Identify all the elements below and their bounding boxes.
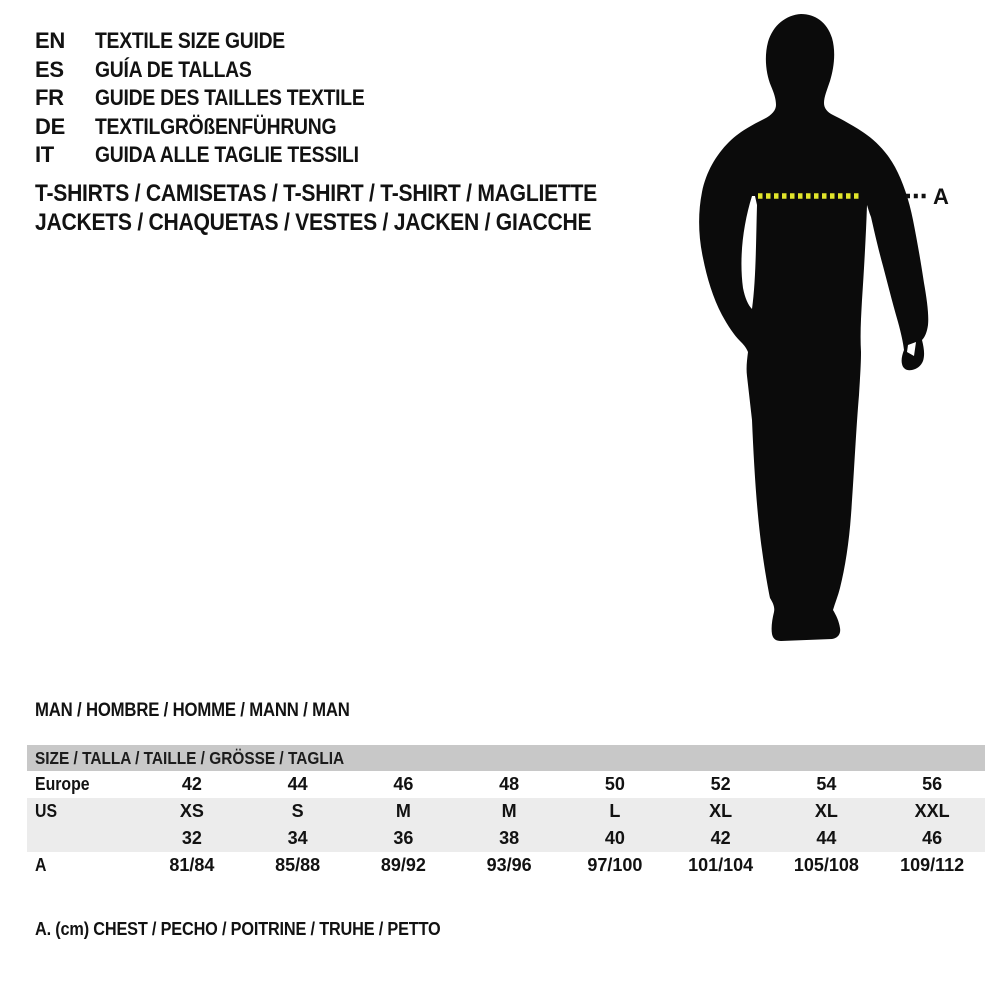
size-cell: 105/108 <box>793 855 859 875</box>
row-label: A <box>35 855 47 875</box>
language-title: GUIDA ALLE TAGLIE TESSILI <box>95 142 359 168</box>
size-cell: 89/92 <box>380 855 426 875</box>
language-title: TEXTILE SIZE GUIDE <box>95 28 285 54</box>
language-title: GUIDE DES TAILLES TEXTILE <box>95 85 365 111</box>
language-row <box>35 56 401 85</box>
category-heading <box>35 179 674 237</box>
chest-measure-label: A <box>933 184 949 209</box>
size-cell: 40 <box>604 828 625 848</box>
row-label: Europe <box>35 774 90 794</box>
size-cell: 32 <box>181 828 202 848</box>
size-cell: 44 <box>287 774 308 794</box>
gender-heading-text: MAN / HOMBRE / HOMME / MANN / MAN <box>35 700 350 721</box>
language-row <box>35 113 401 142</box>
size-cell: 34 <box>287 828 308 848</box>
man-silhouette-figure <box>670 0 1000 660</box>
size-cell: L <box>609 801 621 821</box>
size-cell: 101/104 <box>688 855 754 875</box>
language-code: EN <box>35 28 65 54</box>
size-cell: 46 <box>393 774 414 794</box>
measurement-footnote <box>35 918 496 940</box>
size-cell: 48 <box>499 774 520 794</box>
size-cell: 38 <box>499 828 520 848</box>
table-row-us <box>27 798 985 825</box>
language-row <box>35 27 401 56</box>
language-code: DE <box>35 113 65 139</box>
gender-heading <box>35 700 393 722</box>
row-label <box>27 828 139 849</box>
size-cell: 85/88 <box>275 855 321 875</box>
size-cell: S <box>291 801 304 821</box>
size-cell: 81/84 <box>169 855 215 875</box>
size-cell: 42 <box>710 828 731 848</box>
size-table-header <box>27 745 985 771</box>
category-line-jackets: JACKETS / CHAQUETAS / VESTES / JACKEN / GIACCHE <box>35 209 592 236</box>
language-title: GUÍA DE TALLAS <box>95 56 252 82</box>
size-cell: 46 <box>922 828 943 848</box>
size-cell: M <box>501 801 517 821</box>
row-label: US <box>35 801 58 821</box>
size-cell: 42 <box>181 774 202 794</box>
size-cell: XL <box>709 801 733 821</box>
size-cell: M <box>395 801 411 821</box>
size-cell: 50 <box>604 774 625 794</box>
language-code: FR <box>35 85 64 111</box>
table-row-chest <box>27 852 985 879</box>
size-cell: XS <box>179 801 204 821</box>
size-cell: 56 <box>922 774 943 794</box>
size-table <box>27 745 985 879</box>
category-line-tshirts: T-SHIRTS / CAMISETAS / T-SHIRT / T-SHIRT / MAGLIETTE <box>35 180 597 207</box>
size-cell: XXL <box>914 801 950 821</box>
size-cell: 44 <box>816 828 837 848</box>
language-row <box>35 84 401 113</box>
size-cell: 52 <box>710 774 731 794</box>
table-row-numeric <box>27 825 985 852</box>
size-cell: 97/100 <box>587 855 643 875</box>
size-cell: 54 <box>816 774 837 794</box>
size-cell: 109/112 <box>900 855 965 875</box>
size-cell: XL <box>814 801 838 821</box>
size-cell: 93/96 <box>486 855 532 875</box>
language-code: ES <box>35 56 64 82</box>
language-row <box>35 141 401 170</box>
size-cell: 36 <box>393 828 414 848</box>
size-table-header-label: SIZE / TALLA / TAILLE / GRÖSSE / TAGLIA <box>35 747 345 768</box>
measurement-footnote-text: A. (cm) CHEST / PECHO / POITRINE / TRUHE / PETTO <box>35 918 441 939</box>
table-row-europe <box>27 771 985 798</box>
language-list <box>35 27 401 170</box>
language-title: TEXTILGRÖßENFÜHRUNG <box>95 113 337 139</box>
man-silhouette <box>699 14 928 641</box>
language-code: IT <box>35 142 54 168</box>
